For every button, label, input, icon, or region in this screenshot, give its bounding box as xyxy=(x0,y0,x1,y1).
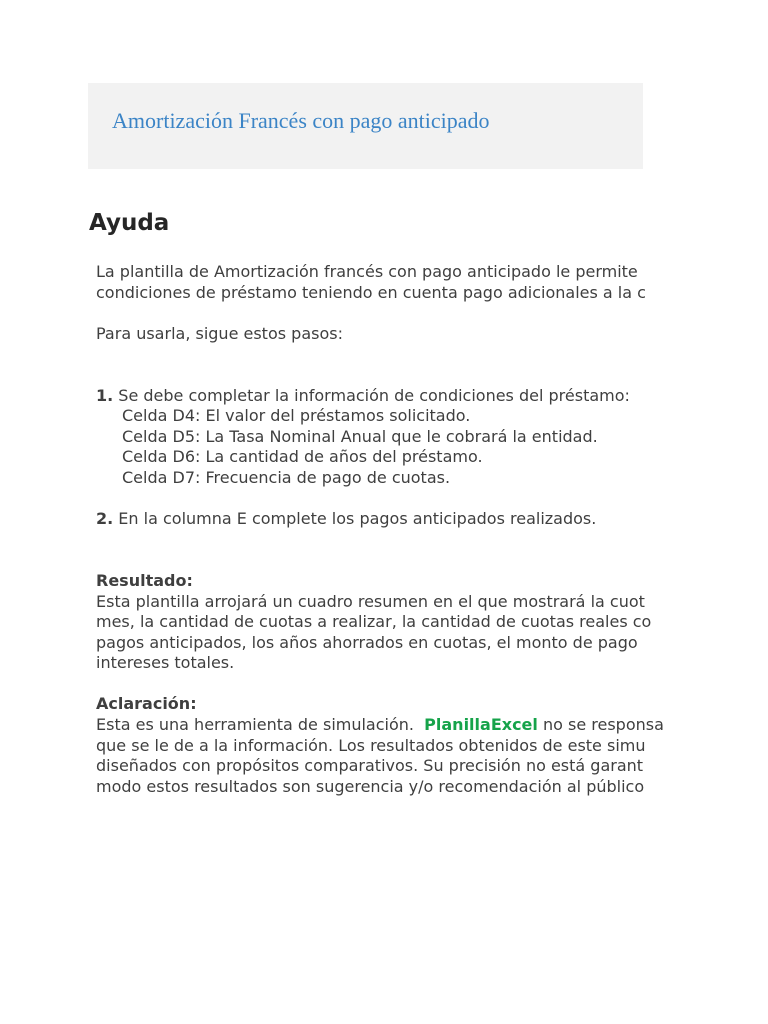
note-line: modo estos resultados son sugerencia y/o recomendación al público xyxy=(96,776,645,796)
usage-line: Para usarla, sigue estos pasos: xyxy=(96,323,343,343)
step-2 xyxy=(96,509,643,530)
note-line: que se le de a la información. Los resultados obtenidos de este simu xyxy=(96,735,646,755)
step-1-text: Se debe completar la información de condiciones del préstamo: xyxy=(113,385,630,405)
cell-instruction: Celda D4: El valor del préstamos solicitado. xyxy=(122,406,471,426)
document-title: Amortización Francés con pago anticipado xyxy=(112,108,490,133)
help-body xyxy=(96,262,664,797)
planillaexcel-brand: PlanillaExcel xyxy=(424,715,538,735)
result-line: Esta plantilla arrojará un cuadro resumen en el que mostrará la cuot xyxy=(96,591,645,611)
cell-instruction: Celda D6: La cantidad de años del préstamo. xyxy=(122,447,483,467)
result-line: intereses totales. xyxy=(96,653,235,673)
intro-line: La plantilla de Amortización francés con pago anticipado le permite xyxy=(96,262,638,281)
step-2-number: 2. xyxy=(96,509,114,529)
intro-line: condiciones de préstamo teniendo en cuenta pago adicionales a la c xyxy=(96,282,646,302)
note-label: Aclaración: xyxy=(96,694,197,714)
note-line: Esta es una herramienta de simulación. PlanillaExcel no se responsa xyxy=(96,715,664,735)
step-1-number: 1. xyxy=(96,385,114,405)
title-banner xyxy=(88,83,643,169)
result-line: pagos anticipados, los años ahorrados en cuotas, el monto de pago xyxy=(96,632,638,652)
result-line: mes, la cantidad de cuotas a realizar, la cantidad de cuotas reales co xyxy=(96,612,652,632)
cell-instruction: Celda D7: Frecuencia de pago de cuotas. xyxy=(122,467,451,487)
note-line: diseñados con propósitos comparativos. Su precisión no está garant xyxy=(96,756,644,776)
help-heading: Ayuda xyxy=(89,210,170,236)
cell-instruction: Celda D5: La Tasa Nominal Anual que le cobrará la entidad. xyxy=(122,426,598,446)
result-label: Resultado: xyxy=(96,570,193,590)
step-2-text: En la columna E complete los pagos anticipados realizados. xyxy=(113,509,597,529)
step-1 xyxy=(96,386,643,407)
